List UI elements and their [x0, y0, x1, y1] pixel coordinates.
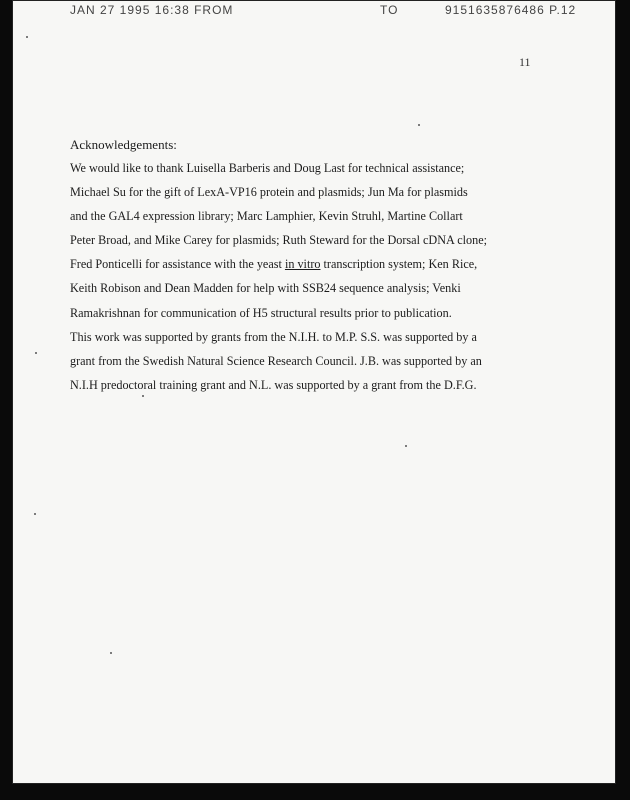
- underlined-term: in vitro: [284, 257, 321, 272]
- scan-speck: [110, 652, 112, 654]
- text-fragment: transcription system; Ken Rice,: [320, 257, 478, 272]
- scan-speck: [26, 36, 28, 38]
- document-page: [12, 0, 616, 784]
- text-fragment: Fred Ponticelli for assistance with the yeast: [70, 257, 285, 272]
- scan-speck: [35, 352, 37, 354]
- text-line: We would like to thank Luisella Barberis and Doug Last for technical assistance;: [70, 161, 465, 175]
- fax-header-to: TO: [380, 3, 399, 17]
- text-line: [70, 252, 570, 276]
- scan-speck: [418, 124, 420, 126]
- text-line: grant from the Swedish Natural Science Research Council. J.B. was supported by an: [70, 353, 482, 368]
- text-line: Ramakrishnan for communication of H5 structural results prior to publication.: [70, 305, 452, 320]
- text-line: and the GAL4 expression library; Marc Lamphier, Kevin Struhl, Martine Collart: [70, 209, 463, 224]
- fax-header-number-page: 9151635876486 P.12: [445, 3, 577, 17]
- scan-speck: [34, 513, 36, 515]
- scan-speck: [405, 445, 407, 447]
- text-line: Peter Broad, and Mike Carey for plasmids; Ruth Steward for the Dorsal cDNA clone;: [70, 233, 487, 248]
- text-line: This work was supported by grants from the N.I.H. to M.P. S.S. was supported by a: [70, 329, 477, 344]
- text-line: Michael Su for the gift of LexA-VP16 protein and plasmids; Jun Ma for plasmids: [70, 185, 468, 200]
- scan-speck: [142, 395, 144, 397]
- fax-header: [70, 3, 590, 26]
- fax-header-date-from: JAN 27 1995 16:38 FROM: [70, 3, 234, 17]
- acknowledgements-heading: Acknowledgements:: [70, 137, 177, 152]
- acknowledgements-section: [70, 134, 570, 397]
- text-line: N.I.H predoctoral training grant and N.L. was supported by a grant from the D.F.G.: [70, 377, 477, 392]
- text-line: Keith Robison and Dean Madden for help with SSB24 sequence analysis; Venki: [70, 281, 461, 296]
- page-number: 11: [519, 55, 531, 69]
